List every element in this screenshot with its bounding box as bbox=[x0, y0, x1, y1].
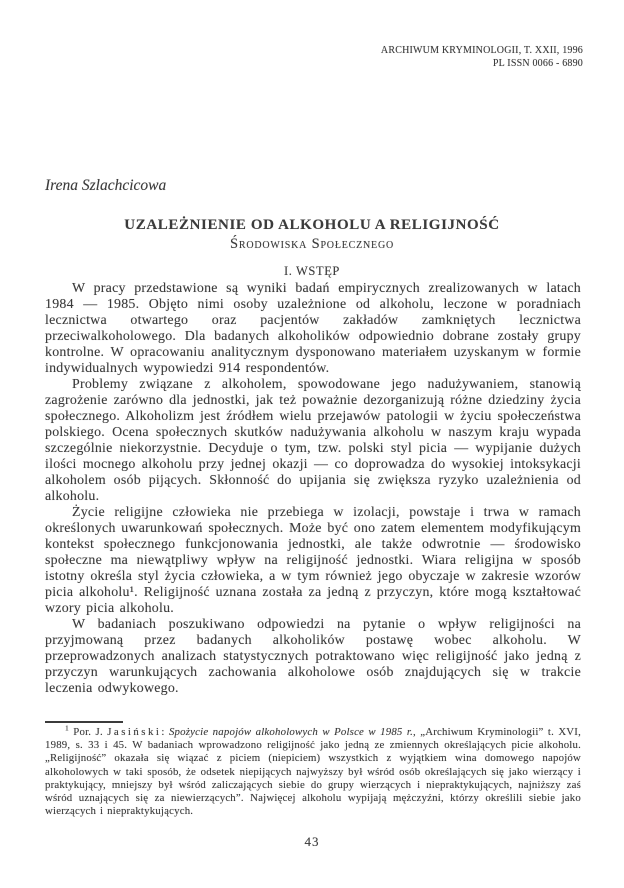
footnote-marker: 1 bbox=[65, 723, 69, 733]
body-paragraph-1: W pracy przedstawione są wyniki badań empirycznych zrealizowanych w latach 1984 — 1985. Objęto nimi osoby uzależnione od alkoholu, leczone w poradniach lecznictwa otwartego oraz pacjentów zakładów zamkniętych lecznictwa przeciwalkoholowego. Dla badanych alkoholików odpowiednio dobrane zostały grupy kontrolne. W opracowaniu analitycznym dysponowano materiałem uzyskanym w formie indywidualnych wypowiedzi 914 respondentów. bbox=[45, 281, 581, 376]
footnote-body-text: „Archiwum Kryminologii” t. XVI, 1989, s. 33 i 45. W badaniach wprowadzono religijność jako jedną ze zmiennych określających picie alkoholu. „Religijność” okazała się wiązać z piciem (niepiciem) wszystkich z wyjątkiem wina domowego napojów alkoholowych w taki sposób, że odsetek niepijących najwyższy był wśród osób określających się jako wierzący i praktykujący, mniejszy był wśród zaliczających siebie do grupy wierzących i niepraktykujących, najniższy zaś wśród uznających się za niewierzących”. Najwięcej alkoholu wypijają mężczyźni, którzy określili siebie jako wierzących i niepraktykujących. bbox=[45, 726, 582, 818]
body-paragraph-3: Życie religijne człowieka nie przebiega w izolacji, powstaje i trwa w ramach określonych uwarunkowań społecznych. Może być ono zatem elementem modyfikującym kontekst społecznego funkcjonowania jednostki, ale także odwrotnie — środowisko społeczne ma niewątpliwy wpływ na religijność jednostki. Wiara religijna w sposób istotny określa styl życia człowieka, a w tym również jego obyczaje w zakresie wzorów picia alkoholu¹. Religijność uznana została za jedną z przyczyn, które mogą kształtować wzory picia alkoholu. bbox=[45, 505, 581, 616]
body-paragraph-2: Problemy związane z alkoholem, spowodowane jego nadużywaniem, stanowią zagrożenie zarówno dla jednostki, jak też poważnie dezorganizują różne dziedziny życia społecznego. Alkoholizm jest źródłem wielu przejawów patologii w życiu społeczeństwa polskiego. Ocena społecznych skutków nadużywania alkoholu w naszym kraju wypada szczególnie niekorzystnie. Decyduje o tym, tzw. polski styl picia — wypijanie dużych ilości mocnego alkoholu przy jednej okazji — co doprowadza do wysokiej intoksykacji alkoholem osób pijących. Skłonność do upijania się zwiększa ryzyko uzależnienia od alkoholu. bbox=[45, 377, 581, 504]
page-number: 43 bbox=[304, 834, 320, 849]
footnote-ref-title: Spożycie napojów alkoholowych w Polsce w 1985 r., bbox=[168, 726, 416, 738]
article-title: UZALEŻNIENIE OD ALKOHOLU A RELIGIJNOŚĆ bbox=[124, 217, 500, 233]
footnote bbox=[45, 723, 582, 818]
journal-header bbox=[381, 45, 583, 70]
article-subtitle: Środowiska Społecznego bbox=[229, 236, 394, 252]
body-paragraph-4: W badaniach poszukiwano odpowiedzi na pytanie o wpływ religijności na przyjmowaną przez badanych alkoholików postawę wobec alkoholu. W przeprowadzonych analizach statystycznych potraktowano więc religijność jako jedną z przyczyn warunkujących zachowania alkoholowe osób znajdujących się w trakcie leczenia odwykowego. bbox=[45, 617, 581, 696]
footnote-ref-author: Jasiński bbox=[107, 726, 162, 738]
author-name: Irena Szlachcicowa bbox=[45, 177, 167, 194]
footnote-intro: Por. J. bbox=[68, 726, 108, 738]
footnote-ref-colon: : bbox=[161, 726, 169, 738]
issn-line: PL ISSN 0066 - 6890 bbox=[492, 57, 583, 69]
journal-title-line: ARCHIWUM KRYMINOLOGII, T. XXII, 1996 bbox=[380, 45, 583, 56]
section-heading-wstep: I. WSTĘP bbox=[284, 264, 340, 278]
article-body bbox=[45, 281, 581, 697]
title-block bbox=[44, 217, 580, 253]
footnote-separator-rule bbox=[45, 721, 123, 723]
